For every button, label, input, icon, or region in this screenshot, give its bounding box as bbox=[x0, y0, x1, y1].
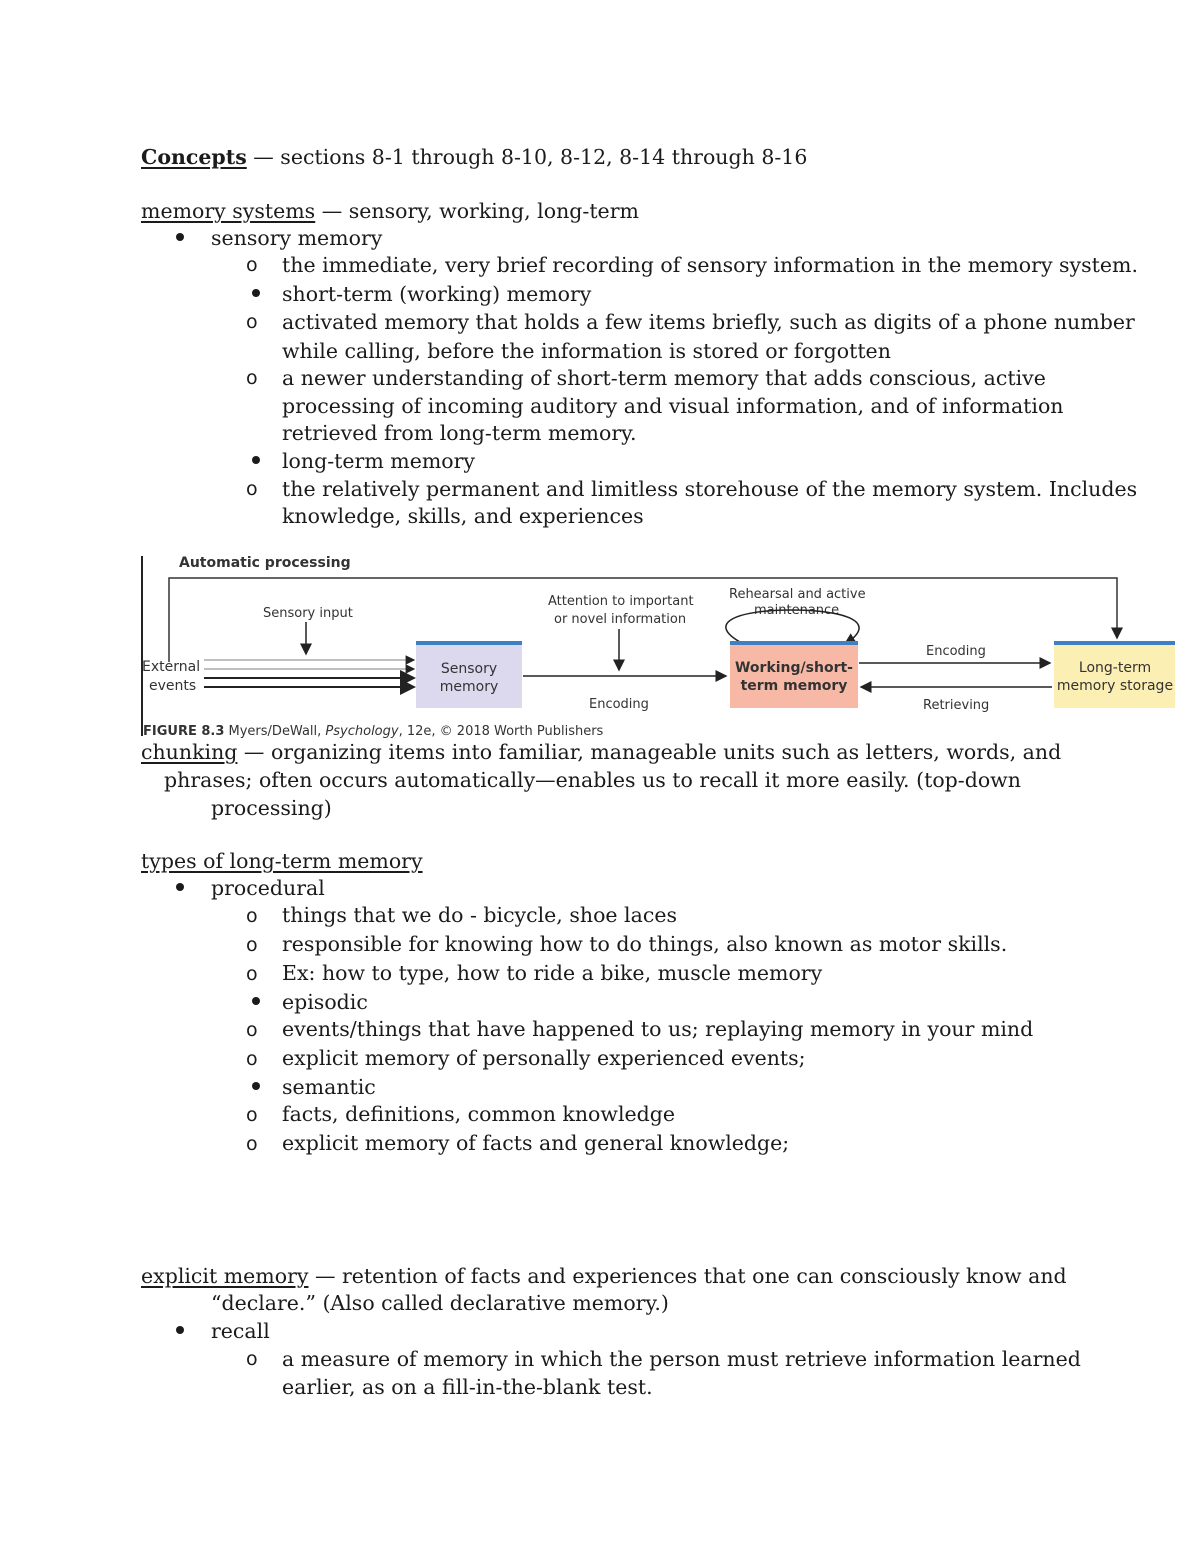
circle-bullet-icon: o bbox=[246, 1104, 258, 1126]
list-item: long-term memory bbox=[282, 449, 476, 473]
explicit-memory-line2: “declare.” (Also called declarative memory.) bbox=[211, 1291, 669, 1315]
memory-systems-term: memory systems bbox=[141, 199, 316, 223]
sensory-memory-line2: memory bbox=[439, 679, 499, 695]
retrieving-label: Retrieving bbox=[923, 698, 990, 713]
caption-label: FIGURE 8.3 bbox=[143, 724, 225, 739]
list-item: explicit memory of facts and general knowledge; bbox=[282, 1131, 790, 1155]
chunking-line2: phrases; often occurs automatically—enables us to recall it more easily. (top-down bbox=[164, 768, 1021, 792]
list-item: activated memory that holds a few items briefly, such as digits of a phone number bbox=[282, 310, 1135, 334]
circle-bullet-icon: o bbox=[246, 254, 258, 276]
explicit-memory-def: — retention of facts and experiences that one can consciously know and bbox=[308, 1264, 1067, 1288]
chunking-def: — organizing items into familiar, manageable units such as letters, words, and bbox=[237, 740, 1062, 764]
working-memory-line2: term memory bbox=[740, 678, 848, 694]
chunking-line3: processing) bbox=[211, 796, 332, 820]
bullet-icon bbox=[176, 233, 184, 241]
encoding-label-2: Encoding bbox=[926, 644, 986, 659]
bullet-icon bbox=[252, 1082, 260, 1090]
concepts-sections: — sections 8-1 through 8-10, 8-12, 8-14 through 8-16 bbox=[246, 145, 808, 169]
circle-bullet-icon: o bbox=[246, 905, 258, 927]
chunking-term: chunking bbox=[141, 740, 238, 764]
list-item: short-term (working) memory bbox=[282, 282, 592, 306]
list-item: the immediate, very brief recording of sensory information in the memory system. bbox=[282, 253, 1138, 277]
longterm-memory-line1: Long-term bbox=[1078, 660, 1152, 676]
list-item: responsible for knowing how to do things, also known as motor skills. bbox=[282, 932, 1008, 956]
list-item: episodic bbox=[282, 990, 368, 1014]
bullet-icon bbox=[176, 1326, 184, 1334]
memory-systems-rest: — sensory, working, long-term bbox=[315, 199, 639, 223]
list-item: Ex: how to type, how to ride a bike, muscle memory bbox=[282, 961, 823, 985]
figure-caption bbox=[143, 724, 604, 739]
circle-bullet-icon: o bbox=[246, 1048, 258, 1070]
types-ltm-heading: types of long-term memory bbox=[141, 849, 423, 873]
attention-label-line1: Attention to important bbox=[548, 594, 694, 609]
circle-bullet-icon: o bbox=[246, 367, 258, 389]
list-item: sensory memory bbox=[211, 226, 383, 250]
list-item: semantic bbox=[282, 1075, 376, 1099]
bullet-icon bbox=[252, 997, 260, 1005]
caption-book: Psychology bbox=[325, 724, 399, 739]
circle-bullet-icon: o bbox=[246, 311, 258, 333]
circle-bullet-icon: o bbox=[246, 1348, 258, 1370]
sensory-memory-box-topbar bbox=[416, 641, 522, 645]
bullet-icon bbox=[252, 456, 260, 464]
working-memory-box-topbar bbox=[730, 641, 858, 645]
list-item: things that we do - bicycle, shoe laces bbox=[282, 903, 677, 927]
list-item: recall bbox=[211, 1319, 270, 1343]
circle-bullet-icon: o bbox=[246, 478, 258, 500]
concepts-title: Concepts bbox=[141, 145, 247, 169]
attention-label-line2: or novel information bbox=[554, 612, 687, 627]
encoding-label-1: Encoding bbox=[589, 697, 649, 712]
external-events-line2: events bbox=[149, 678, 197, 694]
list-item: explicit memory of personally experienced events; bbox=[282, 1046, 806, 1070]
explicit-memory-term: explicit memory bbox=[141, 1264, 309, 1288]
circle-bullet-icon: o bbox=[246, 1133, 258, 1155]
list-item-continuation: retrieved from long-term memory. bbox=[282, 421, 637, 445]
bullet-icon bbox=[176, 883, 184, 891]
list-item-continuation: processing of incoming auditory and visual information, and of information bbox=[282, 394, 1064, 418]
memory-systems-heading bbox=[141, 201, 639, 222]
list-item-continuation: while calling, before the information is stored or forgotten bbox=[282, 339, 891, 363]
caption-author: Myers/DeWall, bbox=[224, 724, 326, 739]
automatic-processing-label: Automatic processing bbox=[179, 555, 351, 571]
page-heading bbox=[141, 147, 807, 168]
list-item: a measure of memory in which the person must retrieve information learned bbox=[282, 1347, 1081, 1371]
rehearsal-label-line1: Rehearsal and active bbox=[729, 587, 866, 602]
circle-bullet-icon: o bbox=[246, 963, 258, 985]
circle-bullet-icon: o bbox=[246, 934, 258, 956]
circle-bullet-icon: o bbox=[246, 1019, 258, 1041]
explicit-memory-line1 bbox=[141, 1266, 1067, 1287]
list-item: procedural bbox=[211, 876, 325, 900]
sensory-memory-line1: Sensory bbox=[440, 661, 498, 677]
chunking-line1 bbox=[141, 742, 1061, 763]
rehearsal-label-line2: maintenance bbox=[754, 603, 840, 618]
caption-rest: , 12e, © 2018 Worth Publishers bbox=[398, 724, 604, 739]
list-item: events/things that have happened to us; replaying memory in your mind bbox=[282, 1017, 1034, 1041]
sensory-input-label: Sensory input bbox=[263, 606, 353, 621]
list-item: the relatively permanent and limitless storehouse of the memory system. Includes bbox=[282, 477, 1138, 501]
bullet-icon bbox=[252, 289, 260, 297]
list-item-continuation: earlier, as on a fill-in-the-blank test. bbox=[282, 1375, 653, 1399]
external-events-line1: External bbox=[142, 659, 201, 675]
memory-model-figure bbox=[140, 552, 1185, 740]
longterm-memory-box-topbar bbox=[1054, 641, 1175, 645]
list-item: a newer understanding of short-term memory that adds conscious, active bbox=[282, 366, 1046, 390]
longterm-memory-line2: memory storage bbox=[1056, 678, 1174, 694]
working-memory-line1: Working/short- bbox=[734, 660, 854, 676]
list-item: facts, definitions, common knowledge bbox=[282, 1102, 676, 1126]
list-item-continuation: knowledge, skills, and experiences bbox=[282, 504, 644, 528]
